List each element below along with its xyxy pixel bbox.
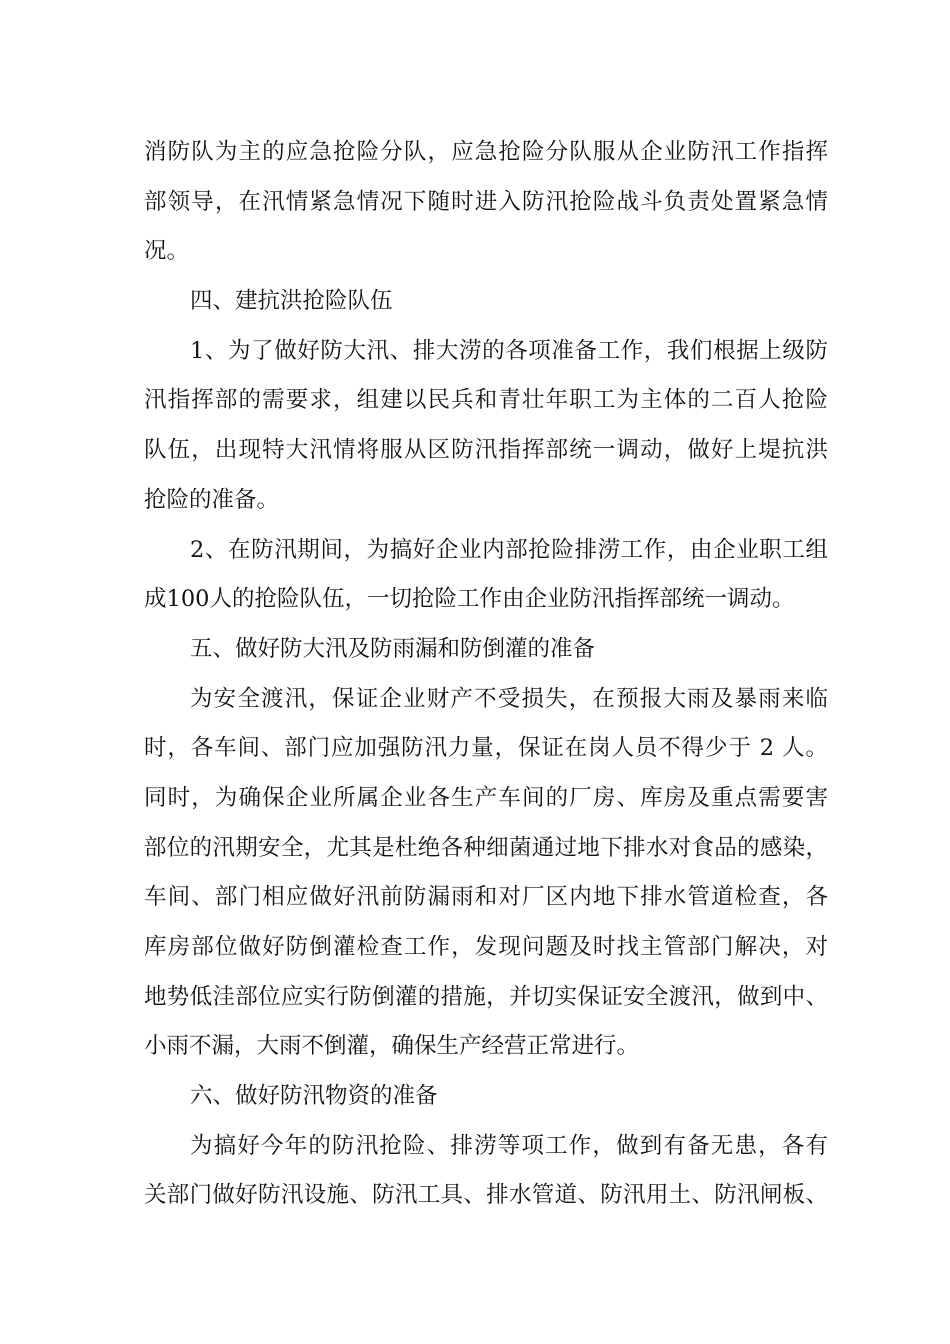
- text-line: 队伍，出现特大汛情将服从区防汛指挥部统一调动，做好上堤抗洪: [144, 437, 828, 464]
- text-line: 关部门做好防汛设施、防汛工具、排水管道、防汛用土、防汛闸板、: [144, 1182, 828, 1209]
- text-line: 地势低洼部位应实行防倒灌的措施，并切实保证安全渡汛，做到中、: [144, 983, 828, 1010]
- text-line: 2、在防汛期间，为搞好企业内部抢险排涝工作，由企业职工组: [190, 536, 828, 563]
- body-text: [144, 128, 828, 1221]
- text-line: 况。: [144, 238, 190, 265]
- text-line: 部位的汛期安全，尤其是杜绝各种细菌通过地下排水对食品的感染，: [144, 834, 828, 861]
- text-line: 车间、部门相应做好汛前防漏雨和对厂区内地下排水管道检查，各: [144, 884, 828, 911]
- section-heading-6: 六、做好防汛物资的准备: [190, 1083, 438, 1110]
- text-line: 小雨不漏，大雨不倒灌，确保生产经营正常进行。: [144, 1033, 640, 1060]
- text-line: 汛指挥部的需要求，组建以民兵和青壮年职工为主体的二百人抢险: [144, 387, 828, 414]
- text-line: 同时，为确保企业所属企业各生产车间的厂房、库房及重点需要害: [144, 784, 828, 811]
- text-line: 库房部位做好防倒灌检查工作，发现问题及时找主管部门解决，对: [144, 934, 828, 960]
- text-line: 成100人的抢险队伍，一切抢险工作由企业防汛指挥部统一调动。: [144, 586, 795, 613]
- text-line: 消防队为主的应急抢险分队，应急抢险分队服从企业防汛工作指挥: [144, 139, 828, 165]
- text-line: 抢险的准备。: [144, 486, 280, 513]
- text-line: 部领导，在汛情紧急情况下随时进入防汛抢险战斗负责处置紧急情: [144, 188, 828, 215]
- section-heading-5: 五、做好防大汛及防雨漏和防倒灌的准备: [190, 635, 596, 662]
- text-line: 1、为了做好防大汛、排大涝的各项准备工作，我们根据上级防: [190, 337, 828, 364]
- section-heading-4: 四、建抗洪抢险队伍: [190, 288, 393, 315]
- text-line: 为安全渡汛，保证企业财产不受损失，在预报大雨及暴雨来临: [190, 685, 828, 712]
- text-line: 为搞好今年的防汛抢险、排涝等项工作，做到有备无患，各有: [190, 1132, 828, 1159]
- text-line: 时，各车间、部门应加强防汛力量，保证在岗人员不得少于 2 人。: [144, 735, 828, 762]
